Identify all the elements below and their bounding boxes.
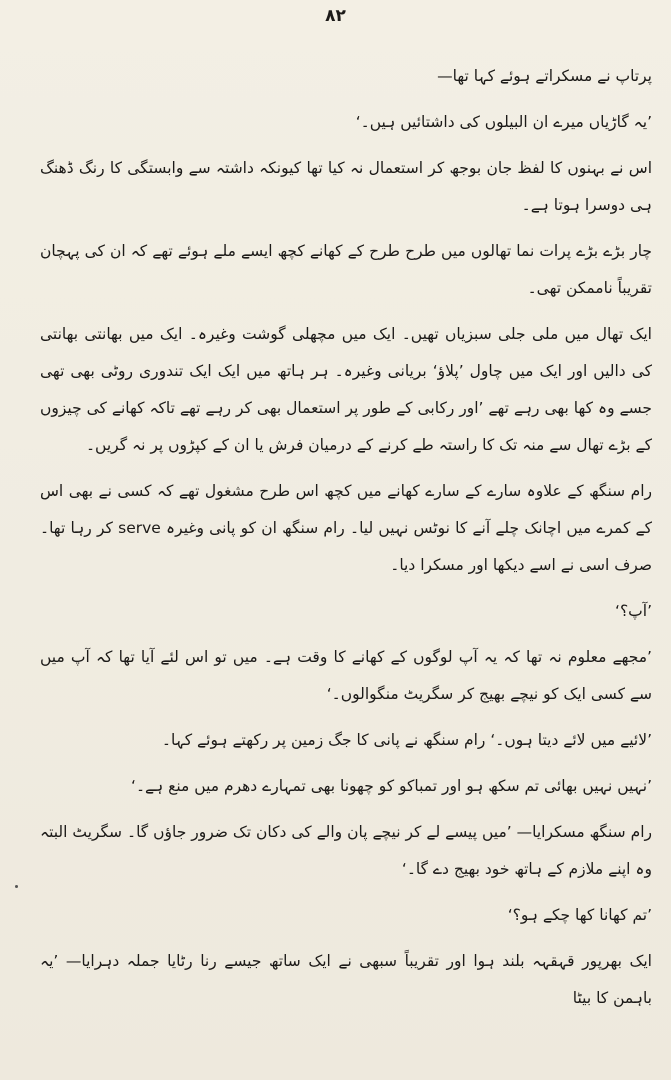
paragraph: ایک بھرپور قہقہہ بلند ہوا اور تقریباً سبھی نے ایک ساتھ جیسے رنا رٹایا جملہ دہرایا— ’یہ باہمن کا بیٹا bbox=[40, 952, 652, 1007]
paragraph: چار بڑے بڑے پرات نما تھالوں میں طرح طرح کے کھانے کچھ ایسے ملے ہوئے تھے کہ ان کی پہچان تقریباً ناممکن تھی۔ bbox=[40, 242, 652, 297]
margin-speck bbox=[15, 885, 18, 888]
page-number: ۸۲ bbox=[325, 6, 346, 26]
paragraph: ’لائیے میں لائے دیتا ہوں۔‘ رام سنگھ نے پانی کا جگ زمین پر رکھتے ہوئے کہا۔ bbox=[161, 731, 652, 749]
paragraph: اس نے بہنوں کا لفظ جان بوجھ کر استعمال نہ کیا تھا کیونکہ داشتہ سے وابستگی کا رنگ ڈھنگ ہی دوسرا ہوتا ہے۔ bbox=[40, 159, 652, 214]
paragraph: رام سنگھ کے علاوہ سارے کے سارے کھانے میں کچھ اس طرح مشغول تھے کہ کسی نے بھی اس کے کمرے میں اچانک چلے آنے کا نوٹس نہیں لیا۔ رام سنگھ ان کو پانی وغیرہ serve کر رہا تھا۔ صرف اسی نے اسے دیکھا اور مسکرا دیا۔ bbox=[40, 482, 653, 574]
paragraph: ایک تھال میں ملی جلی سبزیاں تھیں۔ ایک میں مچھلی گوشت وغیرہ۔ ایک میں بھانتی بھانتی کی دالیں اور ایک میں چاول ’پلاؤ‘ بریانی وغیرہ۔ ہر ہاتھ میں ایک ایک تندوری روٹی بھی تھی جسے وہ کھا بھی رہے تھے ’اور رکابی کے طور پر استعمال بھی کر رہے تھے تاکہ کھانے کی چیزوں کے بڑے تھال سے منہ تک کا راستہ طے کرنے کے درمیان فرش یا ان کے کپڑوں پر نہ گریں۔ bbox=[40, 325, 652, 454]
paragraph: ’مجھے معلوم نہ تھا کہ یہ آپ لوگوں کے کھانے کا وقت ہے۔ میں تو اس لئے آیا تھا کہ آپ میں سے کسی ایک کو نیچے بھیج کر سگریٹ منگوالوں۔‘ bbox=[40, 648, 652, 703]
page-body bbox=[40, 58, 652, 1026]
paragraph: رام سنگھ مسکرایا— ’میں پیسے لے کر نیچے پان والے کی دکان تک ضرور جاؤں گا۔ سگریٹ البتہ وہ اپنے ملازم کے ہاتھ خود بھیج دے گا۔‘ bbox=[40, 823, 652, 878]
paragraph: ’تم کھانا کھا چکے ہو؟‘ bbox=[507, 906, 652, 924]
paragraph: ’یہ گاڑیاں میرے ان البیلوں کی داشتائیں ہیں۔‘ bbox=[355, 113, 652, 131]
paragraph: ’نہیں نہیں بھائی تم سکھ ہو اور تمباکو کو چھونا بھی تمہارے دھرم میں منع ہے۔‘ bbox=[131, 777, 652, 795]
paragraph: ’آپ؟‘ bbox=[615, 602, 652, 620]
paragraph: پرتاپ نے مسکراتے ہوئے کہا تھا— bbox=[437, 67, 652, 85]
